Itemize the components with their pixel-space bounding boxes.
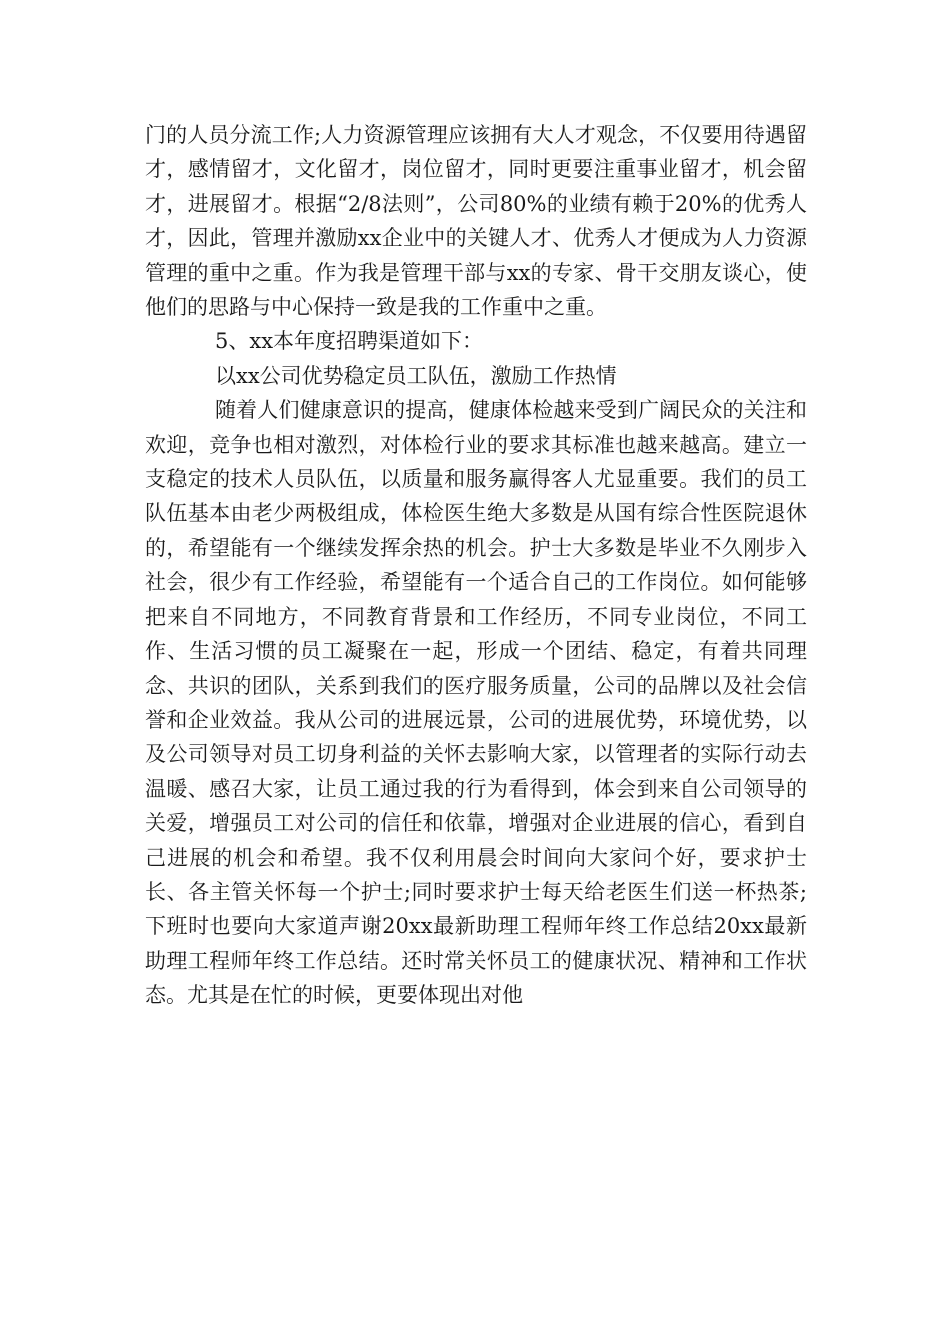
paragraph-main: 随着人们健康意识的提高，健康体检越来受到广阔民众的关注和欢迎，竞争也相对激烈，对体检行业的要求其标准也越来越高。建立一支稳定的技术人员队伍，以质量和服务赢得客人尤显重要。我们的员工队伍基本由老少两极组成，体检医生绝大多数是从国有综合性医院退休的，希望能有一个继续发挥余热的机会。护士大多数是毕业不久刚步入社会，很少有工作经验，希望能有一个适合自己的工作岗位。如何能够把来自不同地方，不同教育背景和工作经历，不同专业岗位，不同工作、生活习惯的员工凝聚在一起，形成一个团结、稳定，有着共同理念、共识的团队，关系到我们的医疗服务质量，公司的品牌以及社会信誉和企业效益。我从公司的进展远景，公司的进展优势，环境优势，以及公司领导对员工切身利益的关怀去影响大家，以管理者的实际行动去温暖、感召大家，让员工通过我的行为看得到，体会到来自公司领导的关爱，增强员工对公司的信任和依靠，增强对企业进展的信心，看到自己进展的机会和希望。我不仅利用晨会时间向大家问个好，要求护士长、各主管关怀每一个护士;同时要求护士每天给老医生们送一杯热茶;下班时也要向大家道声谢20xx最新助理工程师年终工作总结20xx最新助理工程师年终工作总结。还时常关怀员工的健康状况、精神和工作状态。尤其是在忙的时候，更要体现出对他	[145, 398, 807, 1008]
paragraph-continuation: 门的人员分流工作;人力资源管理应该拥有大人才观念，不仅要用待遇留才，感情留才，文化留才，岗位留才，同时更要注重事业留才，机会留才，进展留才。根据“2/8法则”，公司80%的业绩有赖于20%的优秀人才，因此，管理并激励xx企业中的关键人才、优秀人才便成为人力资源管理的重中之重。作为我是管理干部与xx的专家、骨干交朋友谈心，使他们的思路与中心保持一致是我的工作重中之重。	[145, 123, 807, 320]
section-subheading: 以xx公司优势稳定员工队伍，激励工作热情	[215, 363, 617, 388]
document-body	[145, 118, 807, 1013]
list-item-5: 5、xx本年度招聘渠道如下：	[215, 329, 484, 354]
